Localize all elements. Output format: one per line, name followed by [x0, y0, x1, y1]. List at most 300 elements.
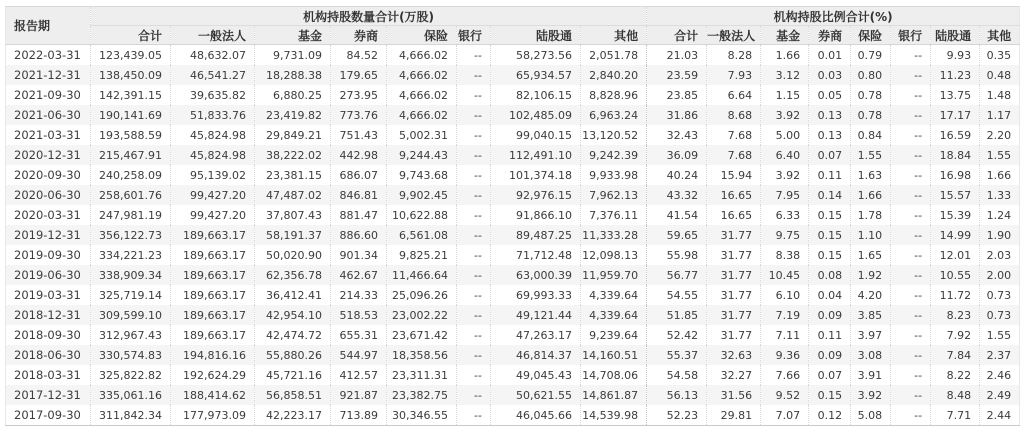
- qty-cell: 193,588.59: [91, 125, 171, 145]
- qty-cell: 58,273.56: [491, 45, 581, 66]
- pct-cell: 0.14: [809, 185, 851, 205]
- qty-cell: --: [457, 285, 491, 305]
- qty-cell: 50,020.90: [255, 245, 331, 265]
- qty-cell: 47,263.17: [491, 325, 581, 345]
- pct-cell: 0.03: [809, 65, 851, 85]
- qty-cell: 334,221.23: [91, 245, 171, 265]
- qty-cell: 56,858.51: [255, 385, 331, 405]
- pct-cell: 7.71: [931, 405, 980, 426]
- pct-cell: 1.78: [851, 205, 891, 225]
- table-row: [6, 185, 1020, 205]
- qty-cell: 25,096.26: [387, 285, 457, 305]
- qty-cell: 18,358.56: [387, 345, 457, 365]
- qty-cell: 99,427.20: [171, 205, 255, 225]
- pct-cell: 0.48: [980, 65, 1020, 85]
- qty-cell: 4,339.64: [581, 285, 647, 305]
- qty-cell: 773.76: [331, 105, 387, 125]
- qty-cell: 9,242.39: [581, 145, 647, 165]
- pct-cell: 11.23: [931, 65, 980, 85]
- pct-cell: 31.77: [707, 225, 761, 245]
- pct-cell: 0.73: [980, 305, 1020, 325]
- pct-cell: --: [891, 185, 931, 205]
- pct-cell: 56.13: [647, 385, 707, 405]
- pct-cell: 15.94: [707, 165, 761, 185]
- qty-cell: 412.57: [331, 365, 387, 385]
- qty-cell: 177,973.09: [171, 405, 255, 426]
- qty-cell: --: [457, 125, 491, 145]
- period-cell: 2021-09-30: [14, 88, 81, 102]
- qty-cell: 655.31: [331, 325, 387, 345]
- qty-cell: 5,002.31: [387, 125, 457, 145]
- qty-cell: 188,414.62: [171, 385, 255, 405]
- qty-cell: 36,412.41: [255, 285, 331, 305]
- pct-cell: --: [891, 45, 931, 66]
- period-cell: 2021-03-31: [14, 128, 81, 142]
- qty-cell: --: [457, 85, 491, 105]
- qty-cell: 751.43: [331, 125, 387, 145]
- pct-cell: 3.97: [851, 325, 891, 345]
- qty-cell: 71,712.48: [491, 245, 581, 265]
- qty-cell: 273.95: [331, 85, 387, 105]
- pct-cell: 0.78: [851, 105, 891, 125]
- pct-cell: 3.92: [761, 165, 809, 185]
- table-row: [6, 345, 1020, 365]
- pct-cell: 1.55: [980, 325, 1020, 345]
- pct-cell: --: [891, 65, 931, 85]
- pct-cell: 1.66: [761, 45, 809, 66]
- pct-cell: 36.09: [647, 145, 707, 165]
- qty-cell: 2,840.20: [581, 65, 647, 85]
- period-cell: 2017-12-31: [14, 388, 81, 402]
- period-cell: 2020-06-30: [14, 188, 81, 202]
- qty-cell: 901.34: [331, 245, 387, 265]
- qty-cell: 23,382.75: [387, 385, 457, 405]
- pct-cell: 6.33: [761, 205, 809, 225]
- qty-cell: 258,601.76: [91, 185, 171, 205]
- period-cell: 2018-09-30: [14, 328, 81, 342]
- qty-cell: --: [457, 205, 491, 225]
- qty-cell: 330,574.83: [91, 345, 171, 365]
- qty-cell: 46,814.37: [491, 345, 581, 365]
- pct-cell: 15.57: [931, 185, 980, 205]
- qty-cell: 686.07: [331, 165, 387, 185]
- pct-cell: --: [891, 285, 931, 305]
- qty-cell: 189,663.17: [171, 245, 255, 265]
- qty-cell: 442.98: [331, 145, 387, 165]
- pct-cell: 1.63: [851, 165, 891, 185]
- pct-cell: 56.77: [647, 265, 707, 285]
- pct-cell: 8.48: [931, 385, 980, 405]
- qty-cell: 45,824.98: [171, 125, 255, 145]
- pct-cell: 8.68: [707, 105, 761, 125]
- qty-cell: 6,963.24: [581, 105, 647, 125]
- pct-cell: 7.93: [707, 65, 761, 85]
- pct-cell: 7.68: [707, 145, 761, 165]
- period-cell: 2018-12-31: [14, 308, 81, 322]
- qty-cell: 356,122.73: [91, 225, 171, 245]
- pct-cell: 0.35: [980, 45, 1020, 66]
- qty-cell: 6,561.08: [387, 225, 457, 245]
- pct-cell: 9.93: [931, 45, 980, 66]
- pct-cell: --: [891, 205, 931, 225]
- qty-cell: 325,719.14: [91, 285, 171, 305]
- pct-cell: --: [891, 345, 931, 365]
- pct-cell: 4.20: [851, 285, 891, 305]
- pct-cell: 31.77: [707, 265, 761, 285]
- qty-cell: 49,045.43: [491, 365, 581, 385]
- qty-cell: 9,902.45: [387, 185, 457, 205]
- pct-cell: --: [891, 405, 931, 426]
- qty-cell: 18,288.38: [255, 65, 331, 85]
- qty-cell: 42,954.10: [255, 305, 331, 325]
- pct-cell: --: [891, 325, 931, 345]
- pct-cell: --: [891, 385, 931, 405]
- qty-cell: 189,663.17: [171, 265, 255, 285]
- pct-cell: 0.04: [809, 285, 851, 305]
- qty-col-header-bank: 银行: [457, 26, 491, 45]
- qty-cell: 7,376.11: [581, 205, 647, 225]
- qty-cell: 4,666.02: [387, 45, 457, 66]
- pct-cell: 0.01: [809, 45, 851, 66]
- pct-cell: 14.99: [931, 225, 980, 245]
- pct-cell: 55.37: [647, 345, 707, 365]
- pct-cell: 17.17: [931, 105, 980, 125]
- pct-col-header-insurance: 保险: [851, 26, 891, 45]
- qty-cell: --: [457, 345, 491, 365]
- pct-cell: 7.19: [761, 305, 809, 325]
- qty-cell: --: [457, 325, 491, 345]
- qty-cell: 4,339.64: [581, 305, 647, 325]
- pct-cell: 8.22: [931, 365, 980, 385]
- pct-cell: 1.66: [980, 165, 1020, 185]
- table-row: [6, 245, 1020, 265]
- qty-cell: 102,485.09: [491, 105, 581, 125]
- pct-cell: 31.56: [707, 385, 761, 405]
- qty-cell: 189,663.17: [171, 325, 255, 345]
- table-row: [6, 45, 1020, 66]
- qty-cell: 23,419.82: [255, 105, 331, 125]
- qty-cell: --: [457, 165, 491, 185]
- pct-cell: 0.05: [809, 85, 851, 105]
- qty-cell: 4,666.02: [387, 85, 457, 105]
- pct-cell: 11.72: [931, 285, 980, 305]
- qty-cell: 38,222.02: [255, 145, 331, 165]
- qty-cell: 7,962.13: [581, 185, 647, 205]
- pct-cell: 0.15: [809, 225, 851, 245]
- qty-col-header-other: 其他: [581, 26, 647, 45]
- qty-cell: 9,244.43: [387, 145, 457, 165]
- pct-cell: --: [891, 225, 931, 245]
- qty-cell: 881.47: [331, 205, 387, 225]
- qty-cell: 23,381.15: [255, 165, 331, 185]
- pct-cell: 31.86: [647, 105, 707, 125]
- qty-cell: 30,346.55: [387, 405, 457, 426]
- pct-cell: 16.65: [707, 185, 761, 205]
- pct-cell: 29.81: [707, 405, 761, 426]
- qty-col-header-broker: 券商: [331, 26, 387, 45]
- qty-cell: 846.81: [331, 185, 387, 205]
- qty-cell: 325,822.82: [91, 365, 171, 385]
- period-cell: 2019-09-30: [14, 248, 81, 262]
- pct-cell: 43.32: [647, 185, 707, 205]
- qty-col-header-total: 合计: [91, 26, 171, 45]
- qty-cell: 29,849.21: [255, 125, 331, 145]
- pct-cell: 5.00: [761, 125, 809, 145]
- pct-cell: 0.78: [851, 85, 891, 105]
- qty-cell: --: [457, 245, 491, 265]
- pct-cell: 8.38: [761, 245, 809, 265]
- pct-cell: 0.80: [851, 65, 891, 85]
- qty-cell: 62,356.78: [255, 265, 331, 285]
- table-row: [6, 325, 1020, 345]
- table-row: [6, 65, 1020, 85]
- qty-cell: 179.65: [331, 65, 387, 85]
- pct-cell: 31.77: [707, 325, 761, 345]
- qty-cell: 4,666.02: [387, 65, 457, 85]
- qty-cell: 42,223.17: [255, 405, 331, 426]
- pct-cell: 2.49: [980, 385, 1020, 405]
- table-row: [6, 405, 1020, 426]
- qty-cell: 10,622.88: [387, 205, 457, 225]
- pct-cell: 0.07: [809, 145, 851, 165]
- pct-cell: 1.65: [851, 245, 891, 265]
- qty-cell: 42,474.72: [255, 325, 331, 345]
- period-cell: 2021-12-31: [14, 68, 81, 82]
- qty-cell: 46,045.66: [491, 405, 581, 426]
- pct-cell: 0.13: [809, 125, 851, 145]
- qty-cell: 462.67: [331, 265, 387, 285]
- qty-cell: 886.60: [331, 225, 387, 245]
- qty-cell: 335,061.16: [91, 385, 171, 405]
- pct-cell: 6.10: [761, 285, 809, 305]
- pct-cell: 23.85: [647, 85, 707, 105]
- qty-cell: 189,663.17: [171, 225, 255, 245]
- pct-cell: 9.36: [761, 345, 809, 365]
- qty-col-header-general-legal-person: 一般法人: [171, 26, 255, 45]
- pct-cell: 1.55: [851, 145, 891, 165]
- qty-cell: 14,708.06: [581, 365, 647, 385]
- pct-cell: 0.07: [809, 365, 851, 385]
- period-cell: 2020-03-31: [14, 208, 81, 222]
- pct-cell: --: [891, 365, 931, 385]
- pct-col-header-bank: 银行: [891, 26, 931, 45]
- pct-cell: 0.79: [851, 45, 891, 66]
- pct-col-header-other: 其他: [980, 26, 1020, 45]
- qty-cell: 23,671.42: [387, 325, 457, 345]
- qty-cell: --: [457, 405, 491, 426]
- qty-cell: 215,467.91: [91, 145, 171, 165]
- qty-cell: 101,374.18: [491, 165, 581, 185]
- pct-cell: --: [891, 145, 931, 165]
- table-row: [6, 365, 1020, 385]
- pct-cell: 7.66: [761, 365, 809, 385]
- pct-cell: 9.52: [761, 385, 809, 405]
- qty-cell: 95,139.02: [171, 165, 255, 185]
- pct-cell: 7.68: [707, 125, 761, 145]
- qty-cell: 338,909.34: [91, 265, 171, 285]
- qty-cell: 142,391.15: [91, 85, 171, 105]
- qty-cell: 138,450.09: [91, 65, 171, 85]
- period-cell: 2019-06-30: [14, 268, 81, 282]
- pct-cell: 10.45: [761, 265, 809, 285]
- qty-cell: 99,040.15: [491, 125, 581, 145]
- qty-cell: 2,051.78: [581, 45, 647, 66]
- pct-col-header-northbound: 陆股通: [931, 26, 980, 45]
- pct-col-header-fund: 基金: [761, 26, 809, 45]
- pct-cell: 0.84: [851, 125, 891, 145]
- table-row: [6, 145, 1020, 165]
- pct-cell: 3.92: [761, 105, 809, 125]
- qty-cell: 9,825.21: [387, 245, 457, 265]
- pct-cell: --: [891, 105, 931, 125]
- qty-cell: 12,098.13: [581, 245, 647, 265]
- qty-cell: 240,258.09: [91, 165, 171, 185]
- qty-cell: 46,541.27: [171, 65, 255, 85]
- qty-cell: 518.53: [331, 305, 387, 325]
- pct-cell: --: [891, 165, 931, 185]
- qty-cell: 544.97: [331, 345, 387, 365]
- qty-cell: 311,842.34: [91, 405, 171, 426]
- pct-cell: 0.08: [809, 265, 851, 285]
- table-row: [6, 85, 1020, 105]
- qty-col-header-northbound: 陆股通: [491, 26, 581, 45]
- qty-cell: 37,807.43: [255, 205, 331, 225]
- table-row: [6, 385, 1020, 405]
- pct-cell: 54.55: [647, 285, 707, 305]
- qty-cell: --: [457, 105, 491, 125]
- qty-cell: --: [457, 225, 491, 245]
- qty-cell: 194,816.16: [171, 345, 255, 365]
- qty-cell: --: [457, 185, 491, 205]
- pct-cell: 31.77: [707, 285, 761, 305]
- pct-cell: 2.03: [980, 245, 1020, 265]
- pct-cell: 7.92: [931, 325, 980, 345]
- qty-cell: 214.33: [331, 285, 387, 305]
- qty-cell: --: [457, 385, 491, 405]
- pct-cell: 9.75: [761, 225, 809, 245]
- pct-cell: 7.07: [761, 405, 809, 426]
- pct-cell: 7.84: [931, 345, 980, 365]
- group-header-row: [6, 7, 1020, 26]
- period-cell: 2018-03-31: [14, 368, 81, 382]
- pct-col-header-general-legal-person: 一般法人: [707, 26, 761, 45]
- pct-cell: 0.09: [809, 345, 851, 365]
- qty-cell: 99,427.20: [171, 185, 255, 205]
- qty-cell: 92,976.15: [491, 185, 581, 205]
- period-cell: 2019-03-31: [14, 288, 81, 302]
- qty-col-header-insurance: 保险: [387, 26, 457, 45]
- pct-cell: 1.90: [980, 225, 1020, 245]
- qty-cell: 9,933.98: [581, 165, 647, 185]
- pct-cell: 1.55: [980, 145, 1020, 165]
- qty-cell: 91,866.10: [491, 205, 581, 225]
- qty-cell: 14,539.98: [581, 405, 647, 426]
- table-row: [6, 165, 1020, 185]
- qty-col-header-fund: 基金: [255, 26, 331, 45]
- quantity-group-header: 机构持股数量合计(万股): [91, 7, 647, 26]
- pct-cell: 21.03: [647, 45, 707, 66]
- pct-cell: 31.77: [707, 305, 761, 325]
- table-row: [6, 205, 1020, 225]
- pct-cell: 0.13: [809, 105, 851, 125]
- report-period-header: 报告期: [6, 7, 91, 45]
- pct-cell: 0.15: [809, 205, 851, 225]
- pct-cell: 51.85: [647, 305, 707, 325]
- pct-cell: 2.37: [980, 345, 1020, 365]
- pct-cell: 55.98: [647, 245, 707, 265]
- pct-cell: 59.65: [647, 225, 707, 245]
- qty-cell: 189,663.17: [171, 305, 255, 325]
- pct-cell: 3.92: [851, 385, 891, 405]
- pct-cell: 0.09: [809, 305, 851, 325]
- qty-cell: 190,141.69: [91, 105, 171, 125]
- qty-cell: 6,880.25: [255, 85, 331, 105]
- pct-cell: 31.77: [707, 245, 761, 265]
- qty-cell: 11,333.28: [581, 225, 647, 245]
- qty-cell: 921.87: [331, 385, 387, 405]
- qty-cell: 14,861.87: [581, 385, 647, 405]
- qty-cell: --: [457, 45, 491, 66]
- pct-cell: 16.59: [931, 125, 980, 145]
- pct-cell: 0.11: [809, 165, 851, 185]
- pct-cell: 3.12: [761, 65, 809, 85]
- pct-cell: 40.24: [647, 165, 707, 185]
- pct-cell: 2.46: [980, 365, 1020, 385]
- qty-cell: 45,824.98: [171, 145, 255, 165]
- pct-cell: 12.01: [931, 245, 980, 265]
- period-cell: 2021-06-30: [14, 108, 81, 122]
- pct-cell: 54.58: [647, 365, 707, 385]
- pct-cell: 13.75: [931, 85, 980, 105]
- qty-cell: 45,721.16: [255, 365, 331, 385]
- pct-cell: 2.00: [980, 265, 1020, 285]
- pct-cell: 32.43: [647, 125, 707, 145]
- pct-cell: 32.27: [707, 365, 761, 385]
- table-row: [6, 125, 1020, 145]
- pct-cell: 3.85: [851, 305, 891, 325]
- table-row: [6, 105, 1020, 125]
- pct-cell: 8.28: [707, 45, 761, 66]
- qty-cell: 48,632.07: [171, 45, 255, 66]
- pct-cell: 1.66: [851, 185, 891, 205]
- pct-cell: 15.39: [931, 205, 980, 225]
- period-cell: 2020-09-30: [14, 168, 81, 182]
- pct-cell: --: [891, 125, 931, 145]
- qty-cell: --: [457, 305, 491, 325]
- pct-cell: 2.20: [980, 125, 1020, 145]
- qty-cell: --: [457, 65, 491, 85]
- qty-cell: 112,491.10: [491, 145, 581, 165]
- table-body: [6, 45, 1020, 426]
- period-cell: 2020-12-31: [14, 148, 81, 162]
- qty-cell: 11,466.64: [387, 265, 457, 285]
- qty-cell: 9,731.09: [255, 45, 331, 66]
- pct-cell: 7.95: [761, 185, 809, 205]
- qty-cell: 51,833.76: [171, 105, 255, 125]
- qty-cell: 8,828.96: [581, 85, 647, 105]
- pct-cell: 10.55: [931, 265, 980, 285]
- qty-cell: 82,106.15: [491, 85, 581, 105]
- pct-cell: 16.98: [931, 165, 980, 185]
- pct-cell: 1.92: [851, 265, 891, 285]
- qty-cell: 192,624.29: [171, 365, 255, 385]
- table-row: [6, 265, 1020, 285]
- pct-cell: 1.15: [761, 85, 809, 105]
- qty-cell: 11,959.70: [581, 265, 647, 285]
- pct-cell: 6.64: [707, 85, 761, 105]
- pct-cell: --: [891, 245, 931, 265]
- qty-cell: 14,160.51: [581, 345, 647, 365]
